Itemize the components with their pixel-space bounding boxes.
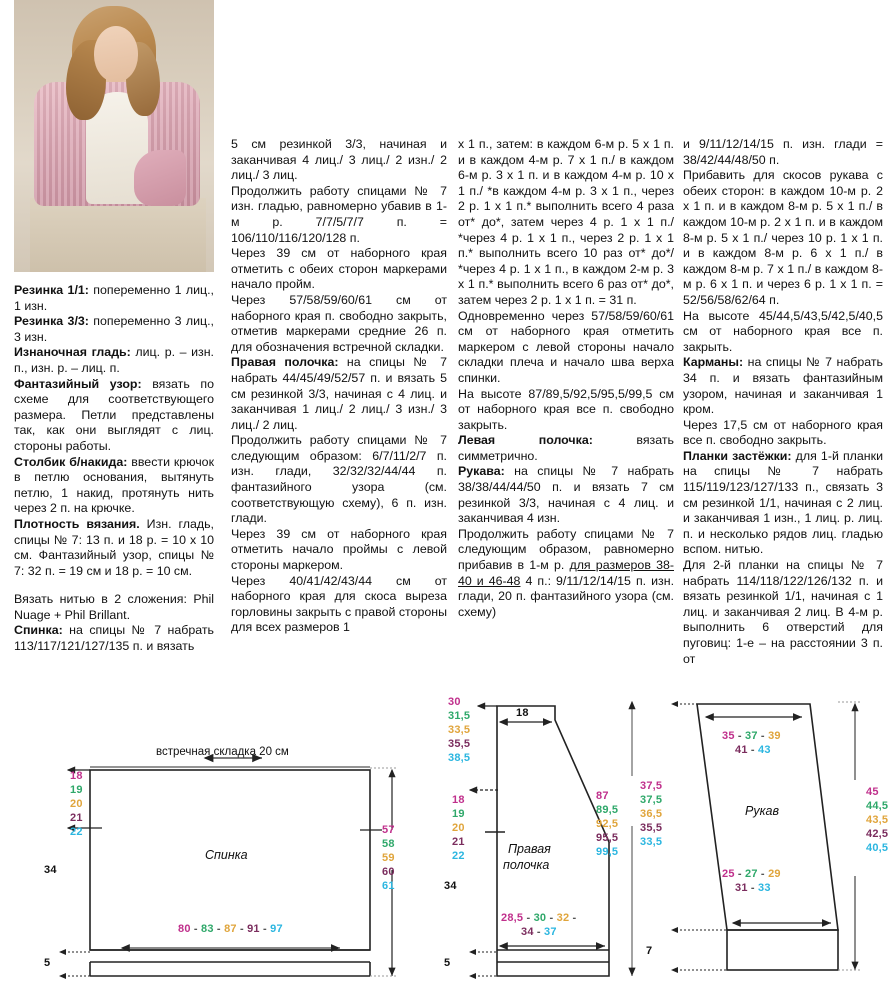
instructions-paragraph: Через 17,5 см от наборного края все п. свободно закрыть. [683,417,883,448]
instructions-paragraph: 5 см резинкой 3/3, начиная и заканчивая 4 лиц./ 3 лиц./ 2 изн./ 2 лиц./ 3 лиц. [231,137,447,183]
back-right-size-1: 57 [382,824,395,836]
sleeve-right-size-3: 43,5 [866,814,889,826]
sleeve-bottom-width-row-1: 25 - 27 - 29 [722,868,781,880]
schematic-lines [0,680,889,986]
sleeve-right-size-5: 40,5 [866,842,889,854]
instructions-paragraph: Продолжить работу спицами № 7 следующим образом: 6/7/11/2/7 п. изн. глади, 32/32/32/44/44 п. фантазийного узора (см. соответствующую схему), 6 п. изн. глади. [231,433,447,526]
front-width-row-1: 28,5 - 30 - 32 - [501,912,577,924]
front-neck-size-5: 38,5 [448,752,471,764]
front-neck-size-1: 30 [448,696,461,708]
sleeve-right-size-4: 42,5 [866,828,889,840]
text-column-1 [14,283,214,655]
instructions-paragraph: На высоте 45/44,5/43,5/42,5/40,5 см от наборного края все п. закрыть. [683,308,883,354]
glossary-term: Резинка 1/1: [14,283,89,297]
text-column-4 [683,137,883,667]
instructions-paragraph: Правая полочка: на спицы № 7 набрать 44/45/49/52/57 п. и вязать 5 см резинкой 3/3, начиная с 4 лиц. и заканчивая 1 лиц./ 2 лиц./ 3 изн./ 3 лиц./ 2 лиц. [231,355,447,432]
sleeve-left-size-1: 37,5 [640,780,663,792]
front-left-size-4: 21 [452,836,465,848]
instructions-term: Планки застёжки: [683,448,792,463]
instructions-paragraph: На высоте 87/89,5/92,5/95,5/99,5 см от наборного края все п. свободно закрыть. [458,386,674,432]
text-column-3 [458,137,674,620]
sleeve-top-width-row-1: 35 - 37 - 39 [722,730,781,742]
sleeve-cuff-height: 7 [646,945,653,957]
front-neck-size-3: 33,5 [448,724,471,736]
instructions-paragraph: Вязать нитью в 2 сложения: Phil Nuage + Phil Brillant. [14,592,214,622]
text-column-2 [231,137,447,636]
photo-face [94,26,138,82]
front-right-size-3: 92,5 [596,818,619,830]
glossary-paragraph: Резинка 3/3: попеременно 3 лиц., 3 изн. [14,314,214,344]
glossary-paragraph: Изнаночная гладь: лиц. р. – изн. п., изн. р. – лиц. п. [14,345,214,375]
instructions-paragraph: Через 39 см от наборного края отметить начало проймы с левой стороны маркером. [231,526,447,573]
instructions-paragraph: Через 39 см от наборного края отметить с обеих сторон маркерами начало пройм. [231,246,447,292]
back-left-size-2: 19 [70,784,83,796]
instructions-paragraph: Для 2-й планки на спицы № 7 набрать 114/118/122/126/132 п. и вязать резинкой 1/1, начиная с 1 лиц. и заканчивая 2 лиц. В 4-м р. выполнить 6 отверстий для пуговиц: 1-е – на расстоянии 3 п. от [683,558,883,666]
sleeve-left-size-5: 33,5 [640,836,663,848]
instructions-term: Спинка: [14,623,63,638]
glossary-paragraph: Резинка 1/1: попеременно 1 лиц., 1 изн. [14,283,214,313]
instructions-paragraph: Рукава: на спицы № 7 набрать 38/38/44/44/50 п. и вязать 7 см резинкой 3/3, начиная с 4 лиц. и заканчивая 4 изн. [458,464,674,526]
sleeve-left-size-3: 36,5 [640,808,663,820]
sleeve-title: Рукав [745,804,779,818]
front-left-hem: 5 [444,957,451,969]
column-gap [14,579,214,592]
front-right-size-4: 95,5 [596,832,619,844]
photo-sleeve-arm [134,150,186,206]
photo-skirt [30,198,206,272]
schematic-diagrams [0,680,889,986]
instructions-paragraph: Левая полочка: вязать симметрично. [458,433,674,463]
back-right-size-4: 60 [382,866,395,878]
sleeve-right-size-2: 44,5 [866,800,889,812]
instructions-paragraph: Продолжить работу спицами № 7 изн. гладью, равномерно убавив в 1-м р. 7/7/5/7/7 п. = 106/110/116/120/128 п. [231,183,447,245]
instructions-paragraph: Одновременно через 57/58/59/60/61 см от наборного края отметить маркером с левой стороны начало складки плеча и начало шва верха спинки. [458,308,674,385]
front-panel-title-line2: полочка [503,858,550,872]
front-left-size-1: 18 [452,794,465,806]
instructions-paragraph: Планки застёжки: для 1-й планки на спицы № 7 набрать 115/119/123/127/133 п., связать 3 см резинкой 1/1, начиная с 2 лиц. и заканчивая 1 изн., 1 лиц. р. лиц. п. и несколько рядов лиц. гладью вспом. нитью. [683,448,883,557]
model-photo [14,0,214,272]
instructions-term: Карманы: [683,355,744,370]
glossary-term: Изнаночная гладь: [14,345,131,360]
front-left-size-3: 20 [452,822,465,834]
instructions-term: Рукава: [458,464,505,479]
instructions-paragraph: Через 40/41/42/43/44 см от наборного края для скоса выреза горловины закрыть с правой стороны для всех размеров 1 [231,573,447,635]
front-right-size-5: 99,5 [596,846,619,858]
instructions-paragraph: и 9/11/12/14/15 п. изн. глади = 38/42/44/48/50 п. [683,137,883,167]
instructions-paragraph: Продолжить работу спицами № 7 следующим образом, равномерно прибавив в 1-м р. для размеров 38-40 и 46-48 4 п.: 9/11/12/14/15 п. изн. глади, 20 п. фантазийного узора (см. схему) [458,526,675,619]
instructions-paragraph: Карманы: на спицы № 7 набрать 34 п. и вязать фантазийным узором, начиная и заканчивая 1 кром. [683,355,883,417]
glossary-term: Фантазийный узор: [14,376,142,391]
sleeve-left-size-4: 35,5 [640,822,663,834]
front-right-size-2: 89,5 [596,804,619,816]
front-panel-title-line1: Правая [508,842,551,856]
front-neck-size-2: 31,5 [448,710,471,722]
back-right-size-2: 58 [382,838,395,850]
front-left-size-5: 22 [452,850,465,862]
front-left-size-2: 19 [452,808,465,820]
sleeve-right-size-1: 45 [866,786,879,798]
front-neck-size-4: 35,5 [448,738,471,750]
glossary-term: Плотность вязания. [14,516,140,531]
back-left-hem: 5 [44,957,51,969]
glossary-term: Резинка 3/3: [14,314,89,329]
glossary-paragraph: Фантазийный узор: вязать по схеме для соответствующего размера. Петли представлены так, как они выглядят с лиц. стороны работы. [14,376,214,453]
front-shoulder-width: 18 [516,707,529,719]
front-right-size-1: 87 [596,790,609,802]
instructions-paragraph: Спинка: на спицы № 7 набрать 113/117/121/127/135 п. и вязать [14,623,214,654]
instructions-paragraph: х 1 п., затем: в каждом 6-м р. 5 х 1 п. и в каждом 4-м р. 7 х 1 п./ в каждом 6-м р. 3 х 1 п. и в каждом 4-м р. 10 х 1 п./ *в каждом 4-м р. 3 х 1 п., через 2 р. 1 х 1 п.* выполнить всего 4 раза от* до*, затем через 4 р. 1 х 1 п./ *через 4 р. 1 х 1 п., через 2 р. 1 х 1 п.* выполнить всего 10 раз от* до*/ *через 4 р. 1 х 1 п., в каждом 2-м р. 3 х 1 п.* выполнить всего 6 раз от* до*, затем через 2 р. 1 х 1 п. = 31 п. [458,137,674,307]
sleeve-bottom-width-row-2: 31 - 33 [735,882,771,894]
back-right-size-3: 59 [382,852,395,864]
back-left-size-3: 20 [70,798,83,810]
glossary-paragraph: Столбик б/накида: ввести крючок в петлю основания, вытянуть петлю, 1 накид, протянуть нить через 2 п. на крючке. [14,454,214,516]
instructions-term: Левая полочка: [458,433,593,448]
instructions-paragraph: Прибавить для скосов рукава с обеих сторон: в каждом 10-м р. 2 х 1 п. и в каждом 8-м р. 5 х 1 п./ в каждом 10-м р. 2 х 1 п. и в каждом 8-м р. 5 х 1 п./ через 10 р. 1 х 1 п. и в каждом 8-м р. 6 х 1 п./ в каждом 8-м р. 7 х 1 п./ в каждом 8-м р. 6 х 1 п. и через 6 р. 1 х 1 п. = 52/56/58/62/64 п. [683,168,883,307]
back-pleat-note: встречная складка 20 см [156,746,289,758]
sleeve-left-size-2: 37,5 [640,794,663,806]
instructions-paragraph: Через 57/58/59/60/61 см от наборного края п. свободно закрыть, отметив маркерами средние 26 п. для обозначения встречной складки. [231,292,447,354]
sleeve-top-width-row-2: 41 - 43 [735,744,771,756]
back-left-size-5: 22 [70,826,83,838]
instructions-term: Правая полочка: [231,355,339,370]
back-left-size-4: 21 [70,812,83,824]
glossary-paragraph: Плотность вязания. Изн. гладь, спицы № 7: 13 п. и 18 р. = 10 х 10 см. Фантазийный узор, спицы № 7: 32 п. = 19 см и 18 р. = 10 см. [14,516,214,578]
front-width-row-2: 34 - 37 [521,926,557,938]
back-left-body-length: 34 [44,864,57,876]
instructions-underlined-text: для размеров 38-40 и 46-48 [458,558,674,588]
back-right-size-5: 61 [382,880,395,892]
back-left-size-1: 18 [70,770,83,782]
back-panel-title: Спинка [205,848,248,862]
front-left-body-length: 34 [444,880,457,892]
glossary-term: Столбик б/накида: [14,454,128,469]
back-width-row: 80 - 83 - 87 - 91 - 97 [178,923,283,935]
